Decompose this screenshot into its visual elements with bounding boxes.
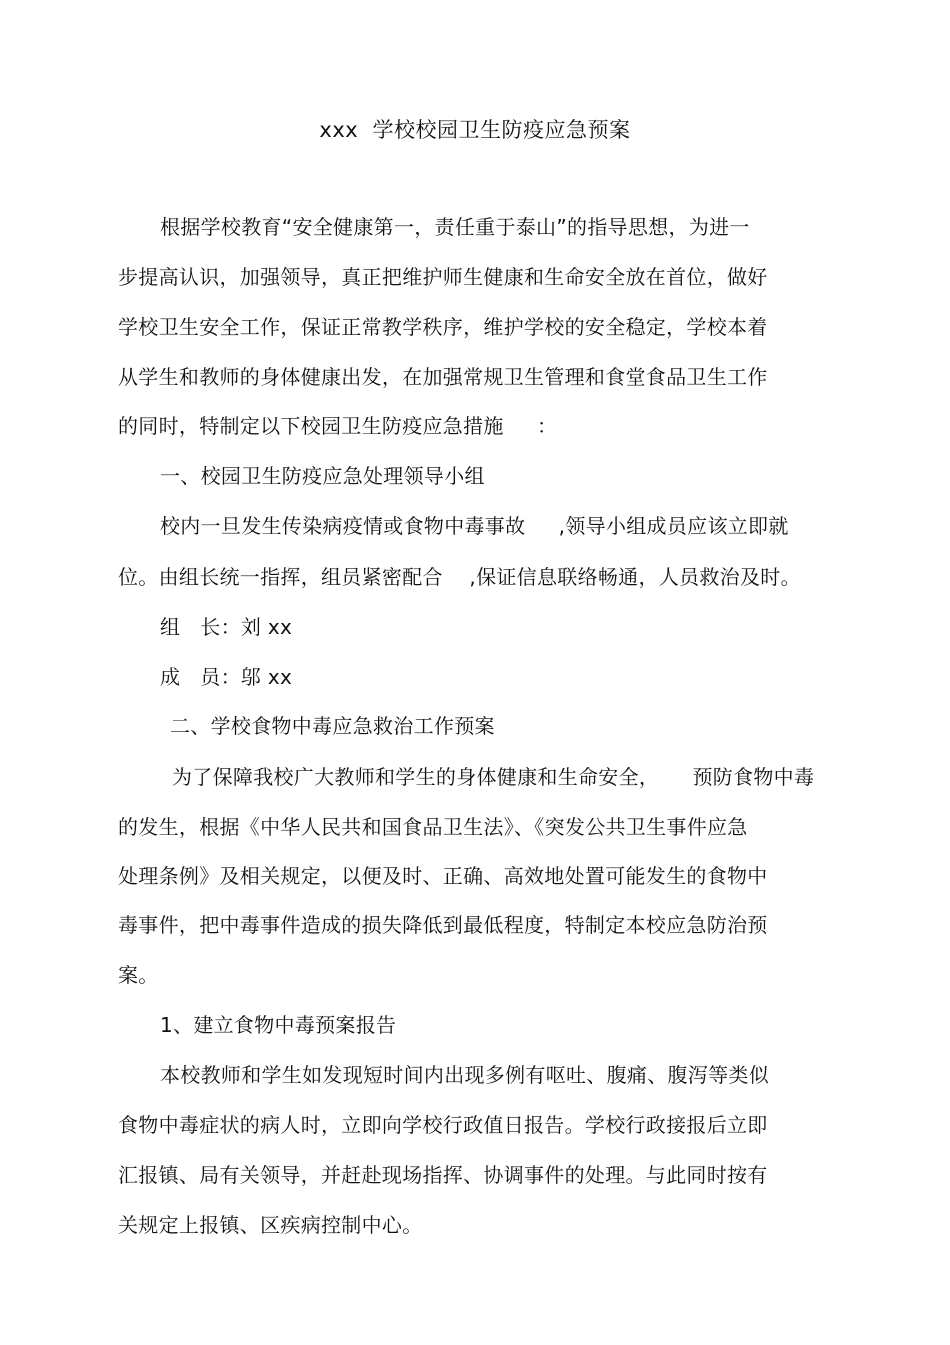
member-line: 成 员：邬 xx bbox=[160, 665, 293, 689]
section-heading: 二、学校食物中毒应急救治工作预案 bbox=[170, 714, 495, 738]
paragraph-line: 本校教师和学生如发现短时间内出现多例有呕吐、腹痛、腹泻等类似 bbox=[160, 1063, 769, 1087]
paragraph-line: 根据学校教育“安全健康第一，责任重于泰山”的指导思想，为进一 bbox=[160, 215, 750, 239]
paragraph-line: 为了保障我校广大教师和学生的身体健康和生命安全， 预防食物中毒 bbox=[172, 765, 815, 789]
paragraph-line: 位。由组长统一指挥，组员紧密配合 ,保证信息联络畅通，人员救治及时。 bbox=[118, 565, 801, 589]
paragraph-line: 关规定上报镇、区疾病控制中心。 bbox=[118, 1213, 423, 1237]
paragraph-line: 毒事件，把中毒事件造成的损失降低到最低程度，特制定本校应急防治预 bbox=[118, 913, 768, 937]
paragraph-line: 食物中毒症状的病人时，立即向学校行政值日报告。学校行政接报后立即 bbox=[118, 1113, 768, 1137]
section-heading: 一、校园卫生防疫应急处理领导小组 bbox=[160, 464, 485, 488]
subsection-heading: 1、建立食物中毒预案报告 bbox=[160, 1013, 397, 1037]
paragraph-line: 处理条例》及相关规定，以便及时、正确、高效地处置可能发生的食物中 bbox=[118, 864, 768, 888]
paragraph-line: 案。 bbox=[118, 963, 159, 987]
document-title: xxx 学校校园卫生防疫应急预案 bbox=[319, 118, 631, 142]
paragraph-line: 步提高认识，加强领导，真正把维护师生健康和生命安全放在首位，做好 bbox=[118, 265, 768, 289]
paragraph-line: 学校卫生安全工作，保证正常教学秩序，维护学校的安全稳定，学校本着 bbox=[118, 315, 768, 339]
leader-line: 组 长：刘 xx bbox=[160, 615, 293, 639]
paragraph-line: 校内一旦发生传染病疫情或食物中毒事故 ,领导小组成员应该立即就 bbox=[160, 514, 789, 538]
paragraph-line: 从学生和教师的身体健康出发，在加强常规卫生管理和食堂食品卫生工作 bbox=[118, 365, 768, 389]
paragraph-line: 的同时，特制定以下校园卫生防疫应急措施 ： bbox=[118, 414, 558, 438]
paragraph-line: 的发生，根据《中华人民共和国食品卫生法》、《突发公共卫生事件应急 bbox=[118, 815, 748, 839]
paragraph-line: 汇报镇、局有关领导，并赶赴现场指挥、协调事件的处理。与此同时按有 bbox=[118, 1163, 768, 1187]
